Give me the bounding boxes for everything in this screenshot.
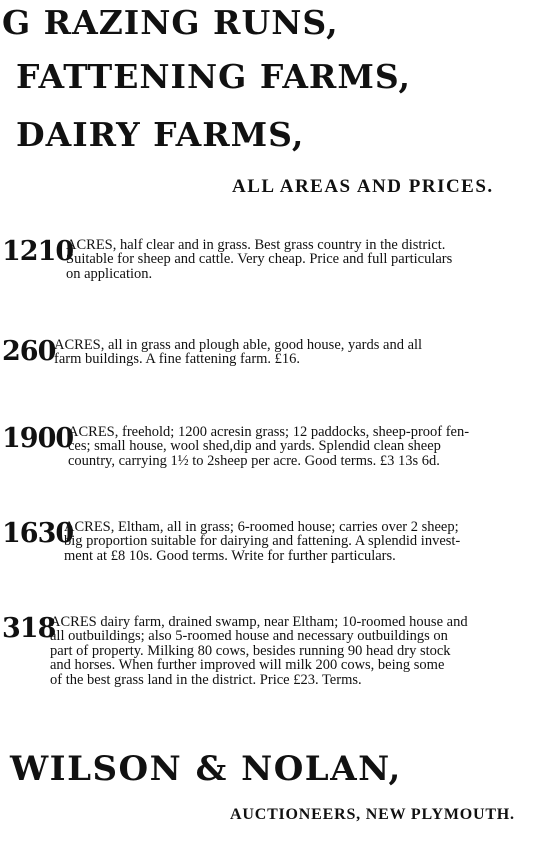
heading-grazing-runs: G RAZING RUNS, [2, 3, 339, 42]
heading-dairy-farms: DAIRY FARMS, [16, 115, 305, 154]
listing-line: of the best grass land in the district. Price £23. Terms. [50, 671, 362, 688]
listing-number: 1210 [2, 236, 74, 267]
listing-line: ACRES, Eltham, all in grass; 6-roomed house; carries over 2 sheep; [64, 519, 459, 535]
listing-line: ces; small house, wool shed,dip and yards. Splendid clean sheep [68, 438, 441, 455]
listing-line: ACRES, all in grass and plough able, good house, yards and all [54, 337, 423, 353]
subheading: ALL AREAS AND PRICES. [232, 176, 494, 197]
listing-body [68, 425, 537, 468]
firm-name: WILSON & NOLAN, [10, 749, 402, 789]
listing-body [50, 615, 537, 687]
listing-line: on application. [66, 265, 153, 282]
listing-line: farm buildings. A fine fattening farm. £16. [54, 351, 301, 368]
listing-line: country, carrying 1½ to 2sheep per acre. Good terms. £3 13s 6d. [68, 452, 440, 469]
listing-body [64, 520, 537, 563]
listing-line: ACRES, half clear and in grass. Best grass country in the district. [66, 237, 446, 253]
listing-number: 1900 [2, 423, 74, 454]
listing-line: ment at £8 10s. Good terms. Write for further particulars. [64, 547, 396, 564]
listing-line: ACRES, freehold; 1200 acresin grass; 12 paddocks, sheep-proof fen- [68, 424, 470, 440]
listing-line: ACRES dairy farm, drained swamp, near Eltham; 10-roomed house and [50, 614, 468, 630]
listing-body [54, 338, 537, 367]
listing-line: Suitable for sheep and cattle. Very cheap. Price and full particulars [66, 251, 453, 268]
listing-body [66, 238, 537, 281]
listing-number: 260 [2, 336, 56, 367]
listing-number: 1630 [2, 518, 74, 549]
listing-line: and horses. When further improved will milk 200 cows, being some [50, 657, 445, 674]
listing-line: part of property. Milking 80 cows, besides running 90 head dry stock [50, 642, 451, 659]
listing-line: big proportion suitable for dairying and fattening. A splendid invest- [64, 533, 461, 550]
agent-line: AUCTIONEERS, NEW PLYMOUTH. [230, 806, 515, 823]
heading-fattening-farms: FATTENING FARMS, [16, 57, 412, 96]
listing-number: 318 [2, 613, 56, 644]
listing-line: all outbuildings; also 5-roomed house and necessary outbuildings on [50, 628, 448, 645]
